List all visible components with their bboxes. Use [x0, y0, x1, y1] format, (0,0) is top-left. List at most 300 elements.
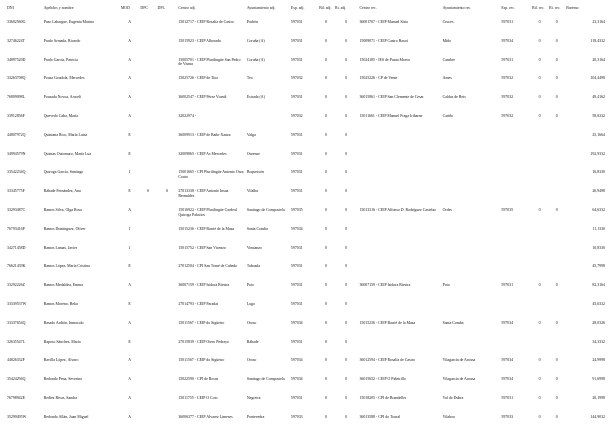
table-cell — [139, 208, 156, 227]
table-cell: 597034 — [290, 377, 303, 382]
table-cell: 20,1998 — [592, 395, 605, 400]
table-cell — [442, 152, 501, 171]
table-cell: 597033 — [290, 414, 303, 419]
table-cell: 597031 — [290, 38, 303, 43]
table-cell: 36009913 - CEIP de Baño-Xanza — [178, 132, 231, 137]
table-cell — [157, 152, 178, 171]
table-cell: 33293487C — [7, 207, 26, 212]
table-cell: 27014793 - CEIP Paradai — [178, 301, 219, 306]
table-row — [6, 302, 607, 321]
table-cell — [500, 340, 531, 359]
table-cell: 0 — [345, 76, 348, 81]
table-cell — [139, 246, 156, 265]
table-cell: 0 — [555, 38, 558, 43]
table-cell: 33912836F — [7, 113, 25, 118]
column-header: Centro rec. — [359, 6, 377, 10]
table-cell: 82,3164 — [592, 283, 605, 288]
table-cell: 58,6332 — [592, 113, 605, 118]
table-cell — [157, 246, 178, 265]
table-cell: A — [128, 95, 132, 100]
table-cell: 0 — [555, 320, 558, 325]
table-cell: 0 — [555, 414, 558, 419]
table-cell: A — [128, 113, 132, 118]
table-cell: 192,9332 — [590, 151, 605, 156]
table-cell — [139, 39, 156, 58]
table-cell: S — [165, 189, 169, 194]
table-cell: 76621439K — [7, 264, 26, 269]
table-cell — [531, 152, 548, 171]
table-cell: 35299495W — [7, 414, 27, 419]
table-cell: Santa Comba — [442, 320, 464, 325]
table-cell — [442, 133, 501, 152]
table-cell: Negreira — [246, 395, 261, 400]
table-cell: 49,4162 — [592, 95, 605, 100]
table-cell: 0 — [538, 113, 541, 118]
table-cell — [500, 189, 531, 208]
table-cell: S — [146, 189, 150, 194]
table-cell: Quintana Rico, María Luisa — [43, 132, 88, 137]
table-cell: 15016922 - CEIP Plurilingüe Cardeal Quiroga Palacios — [178, 207, 237, 217]
table-cell: 33337654Q — [7, 320, 26, 325]
table-cell: 0 — [325, 95, 327, 100]
table-cell: A — [128, 414, 132, 419]
column-header: Esp. rec. — [501, 6, 515, 10]
table-cell: 0 — [345, 113, 348, 118]
table-cell: 104,4498 — [590, 76, 605, 81]
table-cell: Rábade Fernández, Ana — [43, 189, 81, 194]
table-cell — [246, 114, 290, 133]
table-cell: A — [128, 38, 132, 43]
table-cell: 0 — [538, 38, 541, 43]
table-cell: 0 — [345, 151, 348, 156]
table-cell — [139, 227, 156, 246]
table-cell — [157, 20, 178, 39]
table-cell — [442, 189, 501, 208]
table-cell: 15011567 - CEIP do Sigüeiro — [178, 358, 225, 363]
table-cell: 597032 — [501, 113, 514, 118]
table-cell: 597034 — [290, 358, 303, 363]
table-cell: Rediez Rivas, Sandra — [43, 395, 78, 400]
table-cell — [139, 114, 156, 133]
table-cell: 91,6998 — [592, 377, 605, 382]
table-cell: A — [128, 377, 132, 382]
table-cell: Oroso — [246, 358, 257, 363]
table-cell — [358, 189, 441, 208]
table-cell: Quintas Outomuro, María Luz — [43, 151, 92, 156]
table-row — [6, 283, 607, 302]
table-cell: Lugo — [246, 301, 256, 306]
table-cell: 0 — [325, 151, 327, 156]
table-cell: 36012594 - CEIP Rosalía de Castro — [359, 358, 415, 363]
table-cell: 36006377 - CEIP Álvarez Limeses — [178, 414, 233, 419]
table-cell — [157, 95, 178, 114]
table-cell: 0 — [345, 170, 348, 175]
table-cell — [500, 302, 531, 321]
table-cell: 597031 — [290, 132, 303, 137]
table-cell: J — [128, 170, 131, 175]
table-cell — [548, 246, 565, 265]
table-cell: 597032 — [290, 113, 303, 118]
table-cell: 76798942E — [7, 395, 25, 400]
table-cell — [139, 321, 156, 340]
table-cell: E — [128, 151, 131, 156]
table-cell: Ramos López, María Cristina — [43, 264, 90, 269]
table-cell: 0 — [325, 38, 327, 43]
table-cell — [157, 227, 178, 246]
column-header: Baremo — [566, 6, 579, 10]
table-cell: 118,4332 — [590, 38, 605, 43]
table-cell: 0 — [555, 283, 558, 288]
table-cell — [157, 358, 178, 377]
table-cell — [548, 133, 565, 152]
table-header-row — [6, 0, 607, 20]
table-cell: 597031 — [290, 264, 303, 269]
table-cell: 0 — [345, 414, 348, 419]
table-cell: 33542234Q — [7, 170, 26, 175]
table-cell: 15013316 - CEIP Alfonso D. Rodríguez Castelao — [359, 207, 437, 212]
table-cell — [358, 227, 441, 246]
table-cell: 597031 — [290, 245, 303, 250]
column-header: Centro adj. — [178, 6, 196, 10]
table-cell — [139, 133, 156, 152]
table-cell: Coruña (A) — [246, 38, 265, 43]
column-header: Ri. adj. — [334, 6, 347, 10]
table-cell: Redondo Pena, Severina — [43, 377, 82, 382]
table-cell: 0 — [345, 95, 348, 100]
table-cell: J — [128, 226, 131, 231]
table-cell: Cariño — [442, 113, 454, 118]
table-cell: 15015923 - CEIP Alborada — [178, 38, 221, 43]
table-cell — [139, 76, 156, 95]
table-cell: 15025226 - CP de Vente — [359, 76, 398, 81]
table-cell: 597031 — [290, 283, 303, 288]
table-cell: 15005701 - CEIP Plurilingüe San Pedro de Visma — [178, 57, 241, 67]
table-cell: Ourense — [246, 151, 260, 156]
table-cell — [157, 283, 178, 302]
table-cell: A — [128, 76, 132, 81]
table-cell: 0 — [555, 207, 558, 212]
table-cell: 36002547 - CEIP Pérez Viondi — [178, 95, 227, 100]
table-cell — [139, 264, 156, 283]
table-cell: 27015839 - CEIP Otero Pedrayo — [178, 339, 229, 344]
table-cell — [157, 302, 178, 321]
table-cell: 597032 — [501, 76, 514, 81]
table-cell: 597031 — [290, 301, 303, 306]
table-cell: 32746224T — [7, 38, 25, 43]
table-cell: 0 — [555, 76, 558, 81]
table-cell — [139, 58, 156, 77]
table-cell: 44807972Q — [7, 132, 26, 137]
table-cell: 0 — [345, 38, 348, 43]
table-cell: 0 — [345, 339, 348, 344]
table-cell — [548, 152, 565, 171]
table-cell: Poio — [442, 283, 450, 288]
table-cell — [500, 227, 531, 246]
table-cell: 0 — [325, 113, 327, 118]
table-cell: 0 — [538, 283, 541, 288]
table-cell: 597032 — [290, 76, 303, 81]
table-cell — [531, 227, 548, 246]
table-cell: 597035 — [501, 207, 514, 212]
table-cell — [157, 321, 178, 340]
table-cell: 0 — [325, 414, 327, 419]
table-cell: Rábade — [246, 339, 259, 344]
table-cell: 0 — [555, 377, 558, 382]
table-cell: 0 — [538, 207, 541, 212]
table-cell — [531, 302, 548, 321]
table-cell: 0 — [555, 95, 558, 100]
table-cell: 76793416P — [7, 226, 25, 231]
table-cell: A — [128, 283, 132, 288]
table-cell — [500, 170, 531, 189]
table-cell: 0 — [555, 395, 558, 400]
table-cell — [139, 415, 156, 434]
table-cell: 0 — [325, 264, 327, 269]
table-cell: 15011661 - CEIP Manuel Fraga Iribarne — [359, 113, 423, 118]
table-cell: 15022590 - CPI de Rosas — [178, 377, 219, 382]
table-cell — [139, 377, 156, 396]
table-cell: 25,1664 — [592, 132, 605, 137]
table-cell: 0 — [345, 57, 348, 62]
table-cell — [157, 340, 178, 359]
table-cell: 15025726 - CEIP de Tioo — [178, 76, 219, 81]
table-cell: Pazo Lahargue, Eugenia Marina — [43, 20, 94, 24]
table-cell: A — [128, 207, 132, 212]
table-cell: 36015861 - CEIP San Clemente de Cesar — [359, 95, 424, 100]
table-cell: Teo — [246, 76, 253, 81]
table-cell: 76809098L — [7, 95, 25, 100]
table-cell — [157, 415, 178, 434]
table-cell: 45,7998 — [592, 264, 605, 269]
table-cell: 0 — [345, 264, 348, 269]
table-cell — [442, 264, 501, 283]
table-cell: Santiago de Compostela — [246, 377, 285, 382]
table-row — [6, 227, 607, 246]
table-cell: 0 — [325, 339, 327, 344]
table-cell: 34897520D — [7, 57, 26, 62]
table-cell: 597034 — [501, 320, 514, 325]
table-cell: 0 — [325, 320, 327, 325]
table-cell: 34271458D — [7, 245, 26, 250]
table-cell: 15015236 - CEIP Barrié de la Maza — [178, 226, 235, 231]
table-cell — [548, 340, 565, 359]
table-cell — [531, 170, 548, 189]
table-cell: 33602560G — [7, 20, 26, 24]
table-cell: 0 — [325, 189, 327, 194]
adjudication-table — [6, 0, 607, 434]
column-header: Bil. rec. — [532, 6, 545, 10]
table-cell — [548, 189, 565, 208]
table-row — [6, 152, 607, 171]
table-cell — [358, 152, 441, 171]
table-cell: 32022974 - — [178, 113, 197, 118]
table-cell: Pousa Goudola, Mercedes — [43, 76, 85, 81]
table-cell: Oroso — [246, 320, 257, 325]
table-cell: 0 — [345, 358, 348, 363]
table-cell — [358, 133, 441, 152]
table-cell: 597031 — [290, 95, 303, 100]
table-cell — [157, 208, 178, 227]
column-header: MOD — [120, 6, 130, 10]
table-cell: 0 — [325, 76, 327, 81]
table-cell: 33292226Z — [7, 283, 25, 288]
table-row — [6, 76, 607, 95]
table-cell: 0 — [345, 283, 348, 288]
table-cell: 0 — [345, 245, 348, 250]
table-cell — [157, 133, 178, 152]
table-cell: 0 — [325, 20, 327, 24]
table-cell: 33345775F — [7, 189, 25, 194]
table-cell: Vimianzo — [246, 245, 262, 250]
table-cell — [358, 246, 441, 265]
table-cell: 597034 — [501, 377, 514, 382]
table-cell: 597034 — [290, 320, 303, 325]
table-cell: Vilaboa — [442, 414, 455, 419]
table-cell: 15018205 - CPI de Brandeller — [359, 395, 407, 400]
table-cell: 0 — [345, 189, 348, 194]
table-cell: 15001665 - CPI Plurilingüe Antonio Orza Couto — [178, 170, 244, 179]
table-cell: Miño — [442, 38, 452, 43]
table-cell: Santa Comba — [246, 226, 268, 231]
table-cell: Santiago de Compostela — [246, 207, 285, 212]
table-cell: 0 — [345, 395, 348, 400]
table-cell — [139, 170, 156, 189]
table-cell — [157, 264, 178, 283]
table-cell: Vilagarcía de Arousa — [442, 358, 476, 363]
table-cell — [548, 302, 565, 321]
table-cell: 0 — [345, 301, 348, 306]
table-cell: Boqueixón — [246, 170, 264, 175]
table-cell: 32009865 - CEIP As Mercedes — [178, 151, 227, 156]
table-cell: 15011755 - CEIP O Coto — [178, 395, 218, 400]
table-cell: E — [128, 264, 131, 269]
table-cell: Taboada — [246, 264, 260, 269]
table-cell: 0 — [345, 226, 348, 231]
table-cell — [139, 283, 156, 302]
table-row — [6, 246, 607, 265]
table-row — [6, 20, 607, 39]
table-cell: Ames — [442, 76, 452, 81]
table-cell — [442, 340, 501, 359]
table-cell: Ramos Lamas, Javier — [43, 245, 78, 250]
table-cell: A — [128, 57, 132, 62]
table-cell: 15015752 - CEIP San Vicenzo — [178, 245, 226, 250]
table-cell: 0 — [325, 170, 327, 175]
table-row — [6, 208, 607, 227]
table-cell: 597032 — [501, 95, 514, 100]
table-cell: Rasado Ardión, Inmaculo — [43, 320, 84, 325]
table-cell — [531, 340, 548, 359]
table-cell: 0 — [325, 301, 327, 306]
table-cell: 0 — [538, 76, 541, 81]
table-cell: A — [128, 395, 132, 400]
table-row — [6, 114, 607, 133]
column-header: DPL — [157, 6, 165, 10]
table-cell: 0 — [325, 395, 327, 400]
table-cell: 0 — [538, 358, 541, 363]
table-cell — [500, 152, 531, 171]
table-cell: 0 — [555, 113, 558, 118]
table-cell: 15011567 - CEIP do Sigüeiro — [178, 320, 225, 325]
table-cell — [531, 246, 548, 265]
table-cell: 15012717 - CEIP Rosalía de Castro — [178, 20, 234, 24]
table-row — [6, 58, 607, 77]
table-cell: 0 — [325, 226, 327, 231]
table-cell: 33263708Q — [7, 76, 26, 81]
table-cell: 20,3164 — [592, 57, 605, 62]
table-cell — [548, 170, 565, 189]
table-cell — [531, 189, 548, 208]
table-cell: Prado Armada, Ricardo — [43, 38, 81, 43]
table-cell: E — [128, 301, 131, 306]
table-cell: 0 — [325, 132, 327, 137]
table-row — [6, 39, 607, 58]
table-cell: 597031 — [501, 57, 514, 62]
table-cell: 44826332F — [7, 358, 25, 363]
table-cell: Ordes — [442, 207, 452, 212]
table-cell — [139, 340, 156, 359]
table-cell: Ravilla López, Álvaro — [43, 358, 79, 363]
table-cell: Vilalba — [246, 189, 259, 194]
table-cell: 15015236 - CEIP Barrié de la Maza — [359, 320, 416, 325]
table-cell: Caldas de Reis — [442, 95, 466, 100]
table-cell: 10,8330 — [592, 245, 605, 250]
column-header: DNI — [7, 6, 14, 10]
table-cell: 597034 — [290, 226, 303, 231]
table-cell: 597031 — [290, 395, 303, 400]
table-cell: 36007159 - CEIP Isidora Riestra — [178, 283, 230, 288]
column-header: DPC — [140, 6, 148, 10]
table-cell: 597031 — [290, 189, 303, 194]
table-cell: 15024185 - IES de Punta Moera — [359, 57, 410, 62]
table-cell — [358, 170, 441, 189]
table-cell — [358, 264, 441, 283]
table-row — [6, 170, 607, 189]
table-cell: Pontevedra — [246, 414, 265, 419]
table-body — [6, 20, 607, 434]
table-cell: 0 — [538, 20, 541, 24]
table-cell: 597034 — [501, 358, 514, 363]
table-cell: Vilagarcía de Arousa — [442, 377, 476, 382]
table-cell — [139, 152, 156, 171]
table-cell: 0 — [325, 283, 327, 288]
table-row — [6, 377, 607, 396]
table-cell — [157, 170, 178, 189]
table-cell: 597031 — [290, 151, 303, 156]
table-cell: 0 — [345, 20, 348, 24]
table-cell: 597031 — [290, 57, 303, 62]
table-cell: 597031 — [290, 339, 303, 344]
table-row — [6, 264, 607, 283]
table-cell: 0 — [345, 320, 348, 325]
table-cell: 0 — [345, 132, 348, 137]
table-cell: Pousada Novoa, Araceli — [43, 95, 82, 100]
table-cell: 0 — [345, 207, 348, 212]
table-cell: E — [128, 339, 131, 344]
table-cell — [139, 20, 156, 39]
table-cell: 27012504 - CPI San Tomé de Cañedo — [178, 264, 238, 269]
table-cell: 36013588 - CPI do Toural — [359, 414, 401, 419]
table-row — [6, 358, 607, 377]
table-cell: Ramos Moreno, Beka — [43, 301, 78, 306]
table-cell: 35424294Q — [7, 377, 26, 382]
table-cell — [358, 302, 441, 321]
table-cell: 597031 — [501, 283, 514, 288]
table-row — [6, 396, 607, 415]
column-header: Bil. adj. — [319, 6, 332, 10]
table-row — [6, 321, 607, 340]
table-cell: 0 — [538, 395, 541, 400]
